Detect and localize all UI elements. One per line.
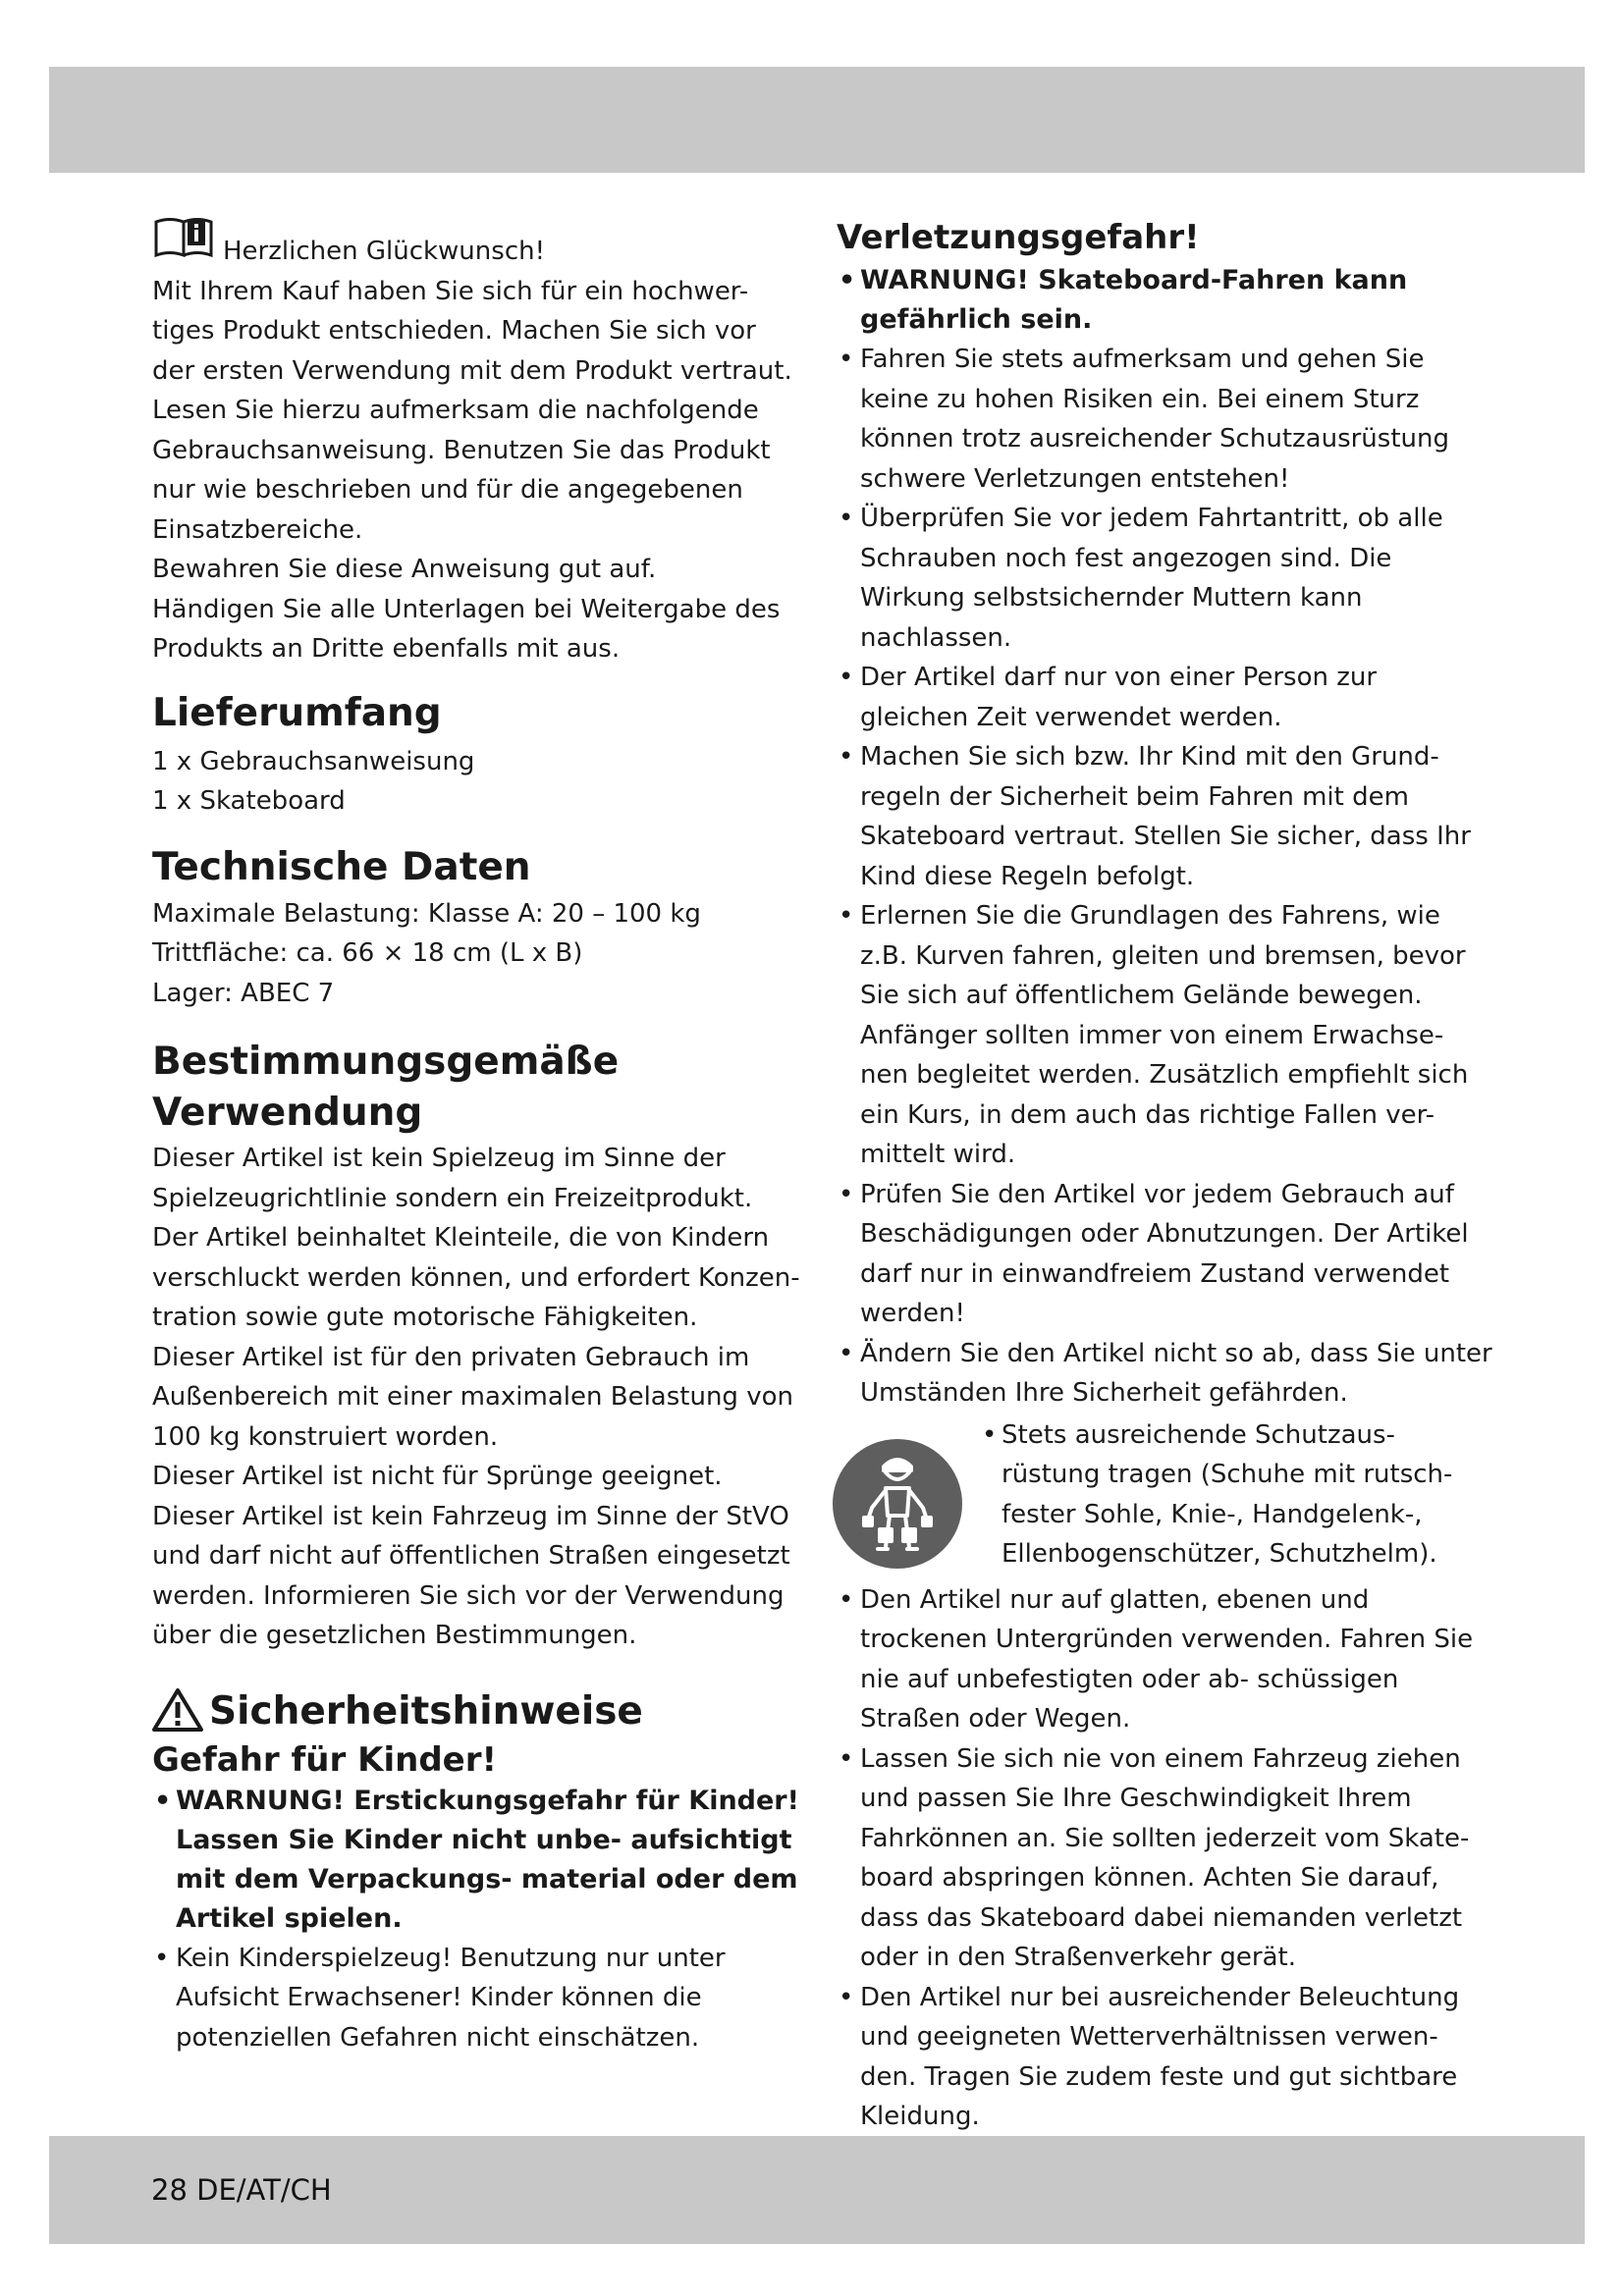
verletzung-bullet: • Prüfen Sie den Artikel vor jedem Gebrauch auf Beschädigungen oder Abnutzungen. Der Artikel darf nur in einwandfreiem Zustand verwendet werden! (837, 1175, 1492, 1334)
tech-line: Maximale Belastung: Klasse A: 20 – 100 kg (152, 898, 701, 929)
verletzung-warning: • WARNUNG! Skateboard-Fahren kann gefährlich sein. (837, 261, 1492, 340)
bestimmung-line: 100 kg konstruiert worden. (152, 1421, 499, 1452)
tech-line: Trittfläche: ca. 66 × 18 cm (L x B) (152, 938, 583, 968)
header-band (49, 67, 1585, 173)
bestimmung-line: Dieser Artikel ist kein Fahrzeug im Sinne der StVO (152, 1501, 789, 1531)
kinder-warning: • WARNUNG! Erstickungsgefahr für Kinder! Lassen Sie Kinder nicht unbe- aufsichtigt mit dem Verpackungs- material oder dem Artikel spielen. (152, 1782, 800, 1939)
verletzung-heading: Verletzungsgefahr! (837, 218, 1200, 257)
left-column (152, 216, 800, 2057)
verletzung-bullet: • Der Artikel darf nur von einer Person zur gleichen Zeit verwendet werden. (837, 658, 1492, 737)
right-column (837, 216, 1492, 2137)
verletzung-bullet: • Ändern Sie den Artikel nicht so ab, dass Sie unter Umständen Ihre Sicherheit gefährden. (837, 1334, 1492, 1414)
bestimmung-line: Spielzeugrichtlinie sondern ein Freizeitprodukt. (152, 1183, 753, 1213)
protective-gear-icon (831, 1437, 964, 1571)
intro-greeting: Herzlichen Glückwunsch! (223, 237, 546, 266)
technische-daten-heading: Technische Daten (152, 844, 531, 889)
verletzung-bullet: • Überprüfen Sie vor jedem Fahrtantritt, ob alle Schrauben noch fest angezogen sind. Die Wirkung selbstsichernder Muttern kann nachlassen. (837, 499, 1492, 658)
lieferumfang-heading: Lieferumfang (152, 690, 442, 735)
intro-line: nur wie beschrieben und für die angegebenen (152, 475, 743, 505)
intro-line: Mit Ihrem Kauf haben Sie sich für ein hochwer- (152, 276, 749, 306)
bestimmung-line: verschluckt werden können, und erfordert Konzen- (152, 1262, 800, 1293)
verletzung-bullet: • Erlernen Sie die Grundlagen des Fahrens, wie z.B. Kurven fahren, gleiten und bremsen, bevor Sie sich auf öffentlichem Gelände bewegen. Anfänger sollten immer von einem Erwachse- nen begleitet werden. Zusätzlich empfiehlt sich ein Kurs, in dem auch das richtige Fallen ver- mittelt wird. (837, 896, 1492, 1175)
lieferumfang-item: 1 x Skateboard (152, 786, 346, 816)
verletzung-bullet: • Lassen Sie sich nie von einem Fahrzeug ziehen und passen Sie Ihre Geschwindigkeit Ihrem Fahrkönnen an. Sie sollten jederzeit vom Skate- board abspringen können. Achten Sie darauf, dass das Skateboard dabei niemanden verletzt oder in den Straßenverkehr gerät. (837, 1739, 1492, 1978)
bestimmung-line: Außenbereich mit einer maximalen Belastung von (152, 1382, 793, 1412)
page-number: 28 DE/AT/CH (151, 2173, 332, 2207)
bestimmung-line: über die gesetzlichen Bestimmungen. (152, 1621, 637, 1650)
intro-line: tiges Produkt entschieden. Machen Sie sich vor (152, 316, 756, 346)
protective-gear-text: • Stets ausreichende Schutzaus- rüstung tragen (Schuhe mit rutsch- fester Sohle, Knie-, Handgelenk-, Ellenbogenschützer, Schutzhelm). (978, 1415, 1492, 1575)
intro-line: Produkts an Dritte ebenfalls mit aus. (152, 634, 621, 664)
bestimmung-line: werden. Informieren Sie sich vor der Verwendung (152, 1580, 785, 1611)
bestimmung-section (152, 1037, 800, 1656)
intro-section (152, 216, 800, 669)
bestimmung-heading-line1: Bestimmungsgemäße (152, 1040, 620, 1084)
kinder-note: • Kein Kinderspielzeug! Benutzung nur unter Aufsicht Erwachsener! Kinder können die potenziellen Gefahren nicht einschätzen. (152, 1939, 800, 2058)
protective-gear-block (837, 1415, 1492, 1575)
verletzung-bullet: • Den Artikel nur auf glatten, ebenen und trockenen Untergründen verwenden. Fahren Sie nie auf unbefestigten oder ab- schüssigen Straßen oder Wegen. (837, 1580, 1492, 1739)
intro-line: der ersten Verwendung mit dem Produkt vertraut. (152, 355, 792, 386)
bestimmung-line: Der Artikel beinhaltet Kleinteile, die von Kindern (152, 1223, 770, 1253)
intro-line: Händigen Sie alle Unterlagen bei Weitergabe des (152, 594, 781, 624)
verletzung-bullet: • Den Artikel nur bei ausreichender Beleuchtung und geeigneten Wetterverhältnissen verwen- den. Tragen Sie zudem feste und gut sichtbare Kleidung. (837, 1978, 1492, 2137)
intro-line: Einsatzbereiche. (152, 514, 363, 545)
lieferumfang-item: 1 x Gebrauchsanweisung (152, 746, 475, 776)
safety-heading: Sicherheitshinweise (209, 1688, 643, 1734)
bestimmung-heading-line2: Verwendung (152, 1091, 423, 1135)
bestimmung-line: und darf nicht auf öffentlichen Straßen eingesetzt (152, 1541, 790, 1571)
verletzung-bullet: • Fahren Sie stets aufmerksam und gehen Sie keine zu hohen Risiken ein. Bei einem Sturz können trotz ausreichender Schutzausrüstung schwere Verletzungen entstehen! (837, 340, 1492, 499)
tech-line: Lager: ABEC 7 (152, 978, 335, 1008)
intro-line: Lesen Sie hierzu aufmerksam die nachfolgende (152, 396, 759, 425)
bestimmung-line: Dieser Artikel ist nicht für Sprünge geeignet. (152, 1462, 723, 1491)
info-book-icon (152, 216, 217, 272)
technische-daten-section (152, 843, 800, 1014)
lieferumfang-section (152, 689, 800, 822)
intro-line: Gebrauchsanweisung. Benutzen Sie das Produkt (152, 435, 771, 465)
bestimmung-line: tration sowie gute motorische Fähigkeiten. (152, 1303, 698, 1332)
bestimmung-line: Dieser Artikel ist kein Spielzeug im Sinne der (152, 1144, 726, 1173)
warning-triangle-icon (152, 1687, 203, 1736)
footer-band (49, 2136, 1585, 2244)
verletzung-bullet: • Machen Sie sich bzw. Ihr Kind mit den Grund- regeln der Sicherheit beim Fahren mit dem Skateboard vertraut. Stellen Sie sicher, dass Ihr Kind diese Regeln befolgt. (837, 737, 1492, 896)
bestimmung-line: Dieser Artikel ist für den privaten Gebrauch im (152, 1342, 750, 1372)
kinder-heading: Gefahr für Kinder! (152, 1739, 497, 1780)
intro-line: Bewahren Sie diese Anweisung gut auf. (152, 555, 657, 584)
safety-section (152, 1687, 800, 2058)
